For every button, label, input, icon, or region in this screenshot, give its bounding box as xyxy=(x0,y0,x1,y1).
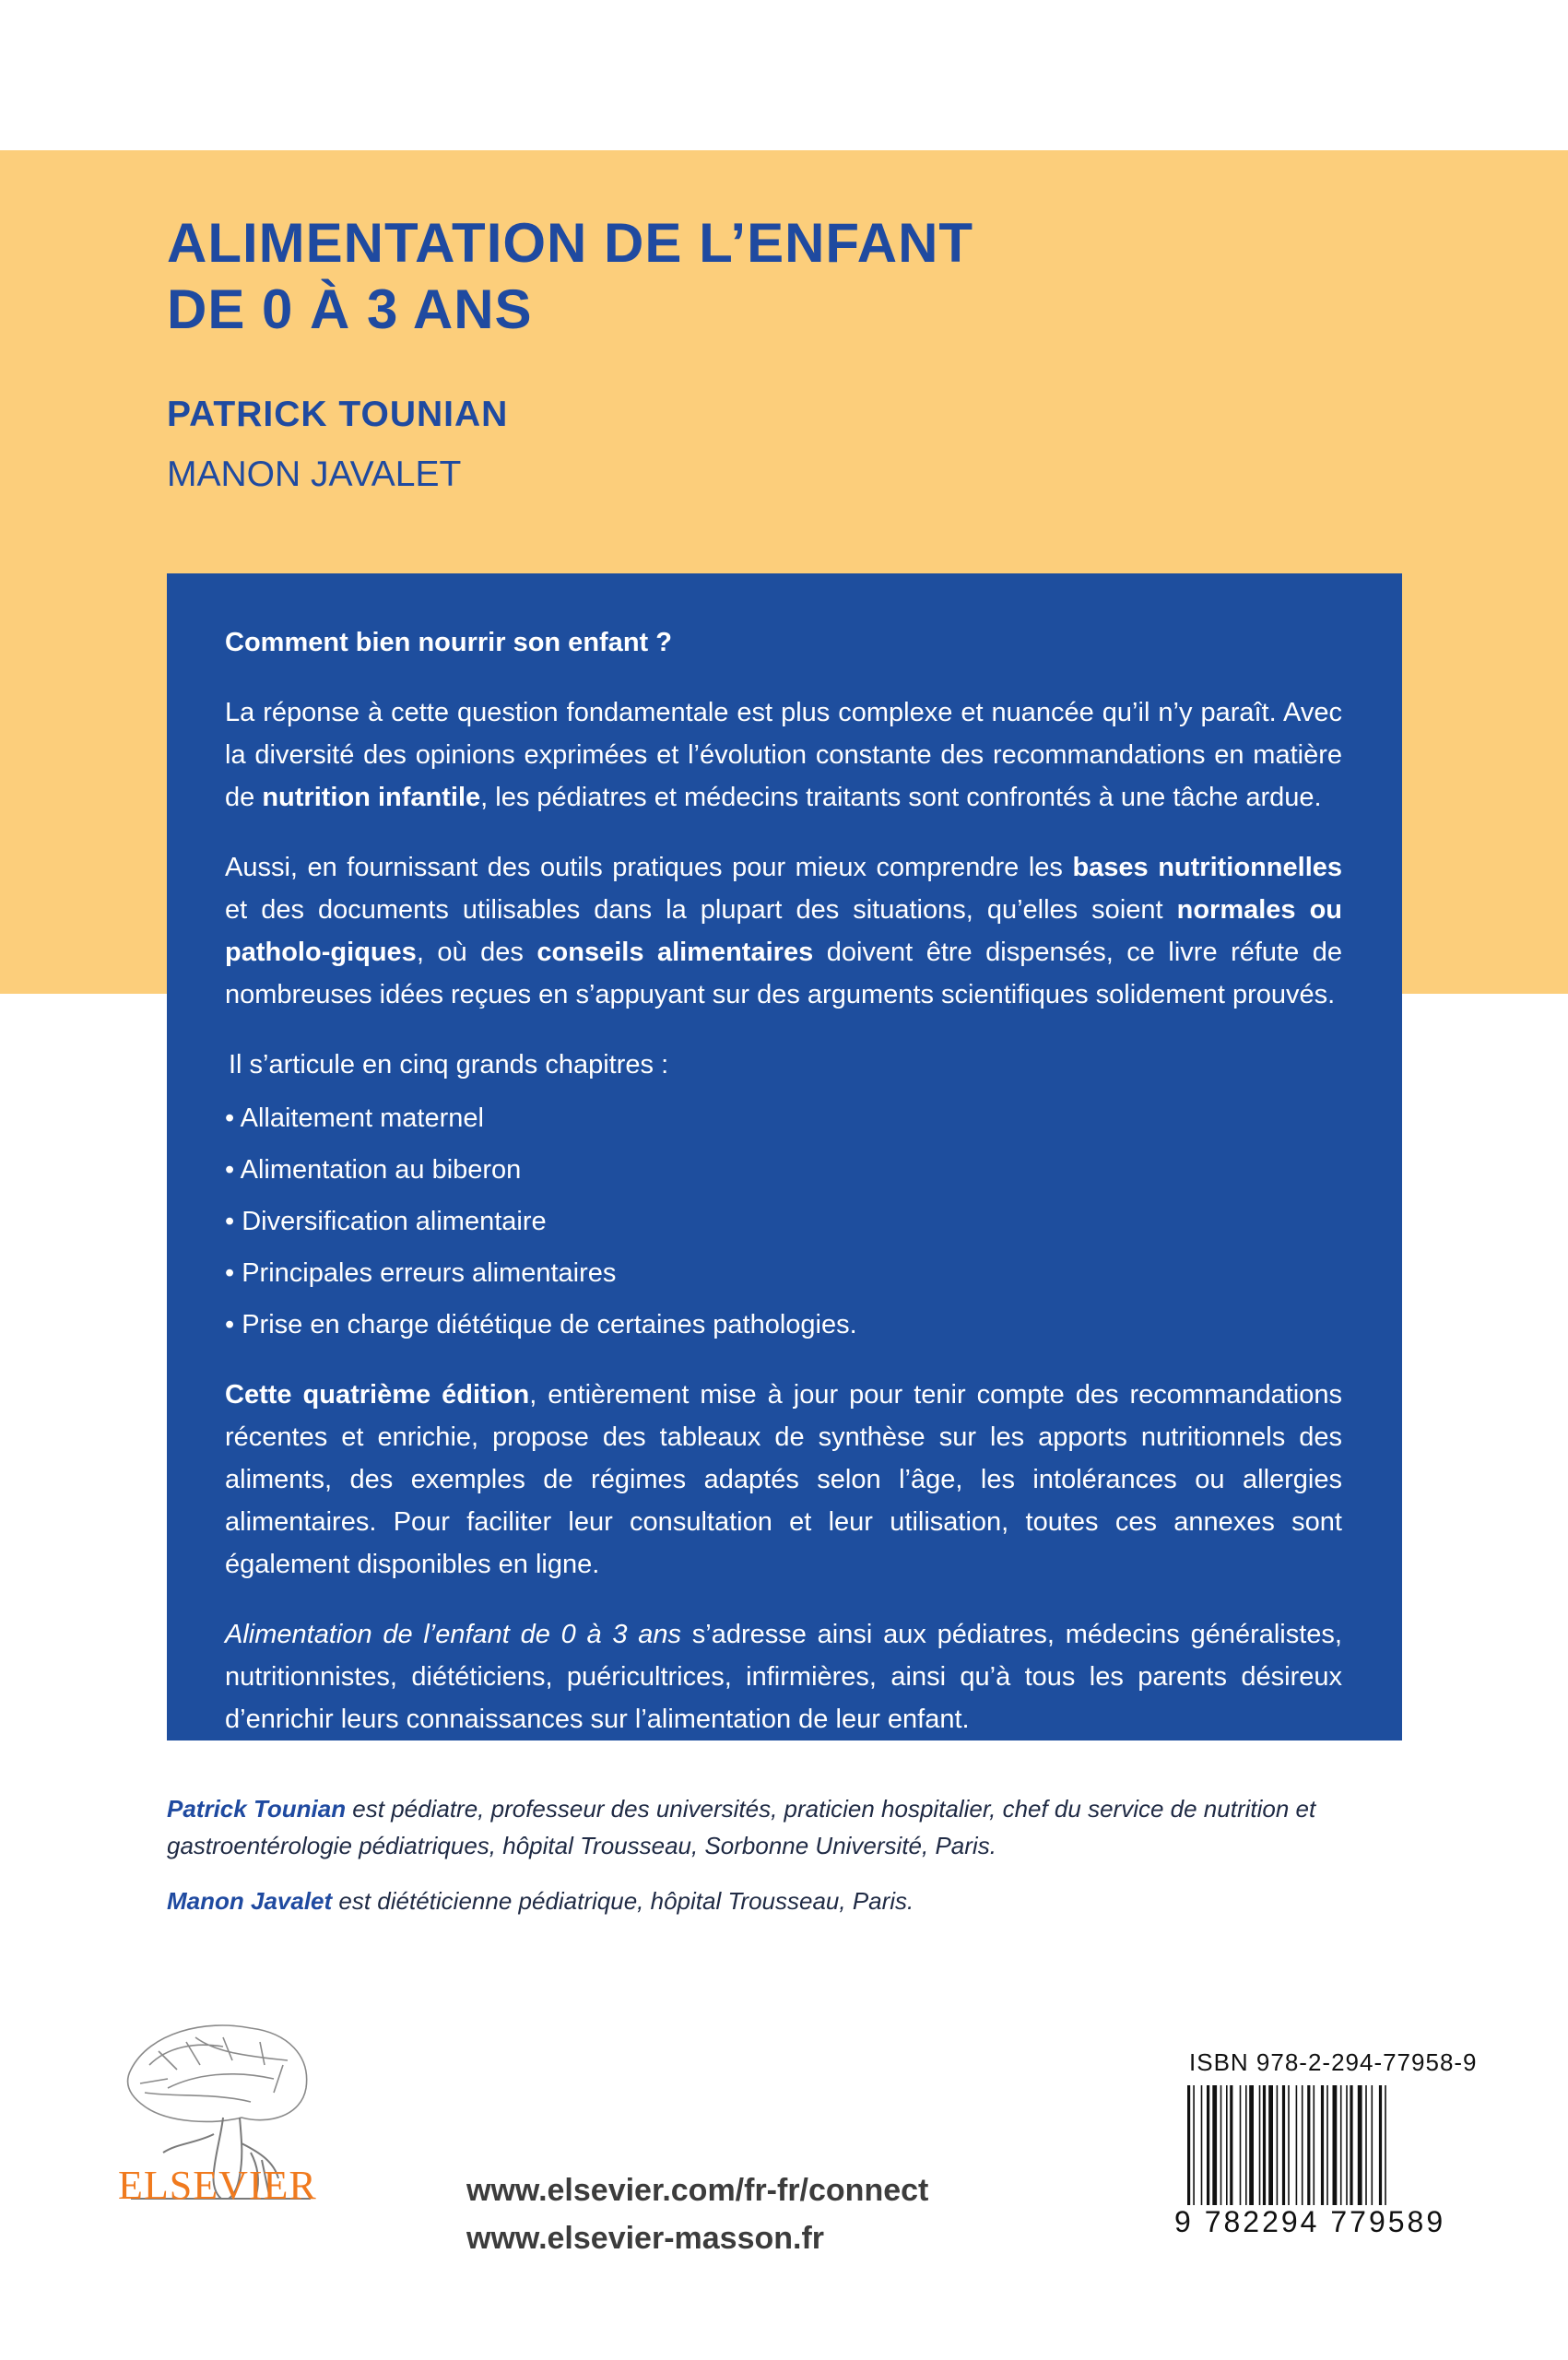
primary-author: PATRICK TOUNIAN xyxy=(167,395,509,434)
barcode-icon xyxy=(1185,2085,1444,2220)
chapters-intro: Il s’articule en cinq grands chapitres : xyxy=(229,1050,669,1080)
summary-panel xyxy=(167,573,1402,1740)
barcode-number: 9 782294 779589 xyxy=(1174,2205,1446,2238)
panel-question: Comment bien nourrir son enfant ? xyxy=(225,628,672,657)
p4-italic-title: Alimentation de l’enfant de 0 à 3 ans xyxy=(225,1620,682,1649)
book-title xyxy=(167,210,973,343)
bio-javalet xyxy=(167,1882,1402,1919)
bio-name-tounian: Patrick Tounian xyxy=(167,1795,347,1823)
publisher-urls xyxy=(466,2166,928,2262)
panel-paragraph-1 xyxy=(225,691,1342,819)
chapters-list xyxy=(225,1097,1342,1346)
chapter-item: • Prise en charge diététique de certaines pathologies. xyxy=(225,1310,857,1339)
elsevier-tree-logo-icon xyxy=(112,2014,324,2245)
p1-text-a: La réponse à cette question fondamentale est plus complexe et nuancée qu’il n’y paraît. Avec la diversité des opinions exprimées et l’évolution constante des recommandations en matière de xyxy=(225,698,1342,812)
chapter-item: • Alimentation au biberon xyxy=(225,1155,522,1185)
p2-text-a: Aussi, en fournissant des outils pratiques pour mieux comprendre les xyxy=(225,853,1073,882)
bio-name-javalet: Manon Javalet xyxy=(167,1887,333,1915)
bio-text-tounian: est pédiatre, professeur des universités, praticien hospitalier, chef du service de nutrition et gastroentérologie pédiatriques, hôpital Trousseau, Sorbonne Université, Paris. xyxy=(167,1795,1316,1859)
chapter-item: • Allaitement maternel xyxy=(225,1103,484,1133)
p2-bold-normales: normales ou patholo-giques xyxy=(225,895,1343,967)
isbn-label: ISBN 978-2-294-77958-9 xyxy=(1189,2048,1478,2076)
p2-text-g: doivent être dispensés, ce livre réfute de nombreuses idées reçues en s’appuyant sur des arguments scientifiques solidement prouvés. xyxy=(225,938,1342,1009)
elsevier-brand: ELSEVIER xyxy=(118,2163,317,2208)
title-line-2: DE 0 À 3 ANS xyxy=(167,278,533,340)
p2-text-c: et des documents utilisables dans la plupart des situations, qu’elles soient xyxy=(225,895,1177,925)
bio-tounian xyxy=(167,1790,1402,1864)
p2-bold-conseils: conseils alimentaires xyxy=(536,938,814,967)
title-line-1: ALIMENTATION DE L’ENFANT xyxy=(167,212,974,274)
bio-text-javalet: est diététicienne pédiatrique, hôpital Trousseau, Paris. xyxy=(332,1887,914,1915)
p3-bold-edition: Cette quatrième édition xyxy=(225,1380,530,1410)
author-bios xyxy=(167,1790,1402,1938)
chapter-item: • Diversification alimentaire xyxy=(225,1207,547,1236)
chapter-item: • Principales erreurs alimentaires xyxy=(225,1258,617,1288)
p1-bold-nutrition: nutrition infantile xyxy=(262,783,481,812)
panel-paragraph-2 xyxy=(225,846,1342,1016)
p2-text-e: , où des xyxy=(416,938,537,967)
panel-paragraph-3 xyxy=(225,1374,1342,1586)
p1-text-c: , les pédiatres et médecins traitants sont confrontés à une tâche ardue. xyxy=(480,783,1322,812)
panel-paragraph-4 xyxy=(225,1613,1342,1740)
secondary-author: MANON JAVALET xyxy=(167,454,462,494)
url-elsevier-connect[interactable]: www.elsevier.com/fr-fr/connect xyxy=(466,2173,929,2208)
p3-text-b: , entièrement mise à jour pour tenir compte des recommandations récentes et enrichie, propose des tableaux de synthèse sur les apports nutritionnels des aliments, des exemples de régimes adaptés selon l’âge, les intolérances ou allergies alimentaires. Pour faciliter leur consultation et leur utilisation, toutes ces annexes sont également disponibles en ligne. xyxy=(225,1380,1342,1579)
p2-bold-bases: bases nutritionnelles xyxy=(1072,853,1343,882)
url-elsevier-masson[interactable]: www.elsevier-masson.fr xyxy=(466,2221,825,2256)
p4-text-b: s’adresse ainsi aux pédiatres, médecins généralistes, nutritionnistes, diététiciens, puéricultrices, infirmières, ainsi qu’à tous les parents désireux d’enrichir leurs connaissances sur l’alimentation de leur enfant. xyxy=(225,1620,1342,1734)
